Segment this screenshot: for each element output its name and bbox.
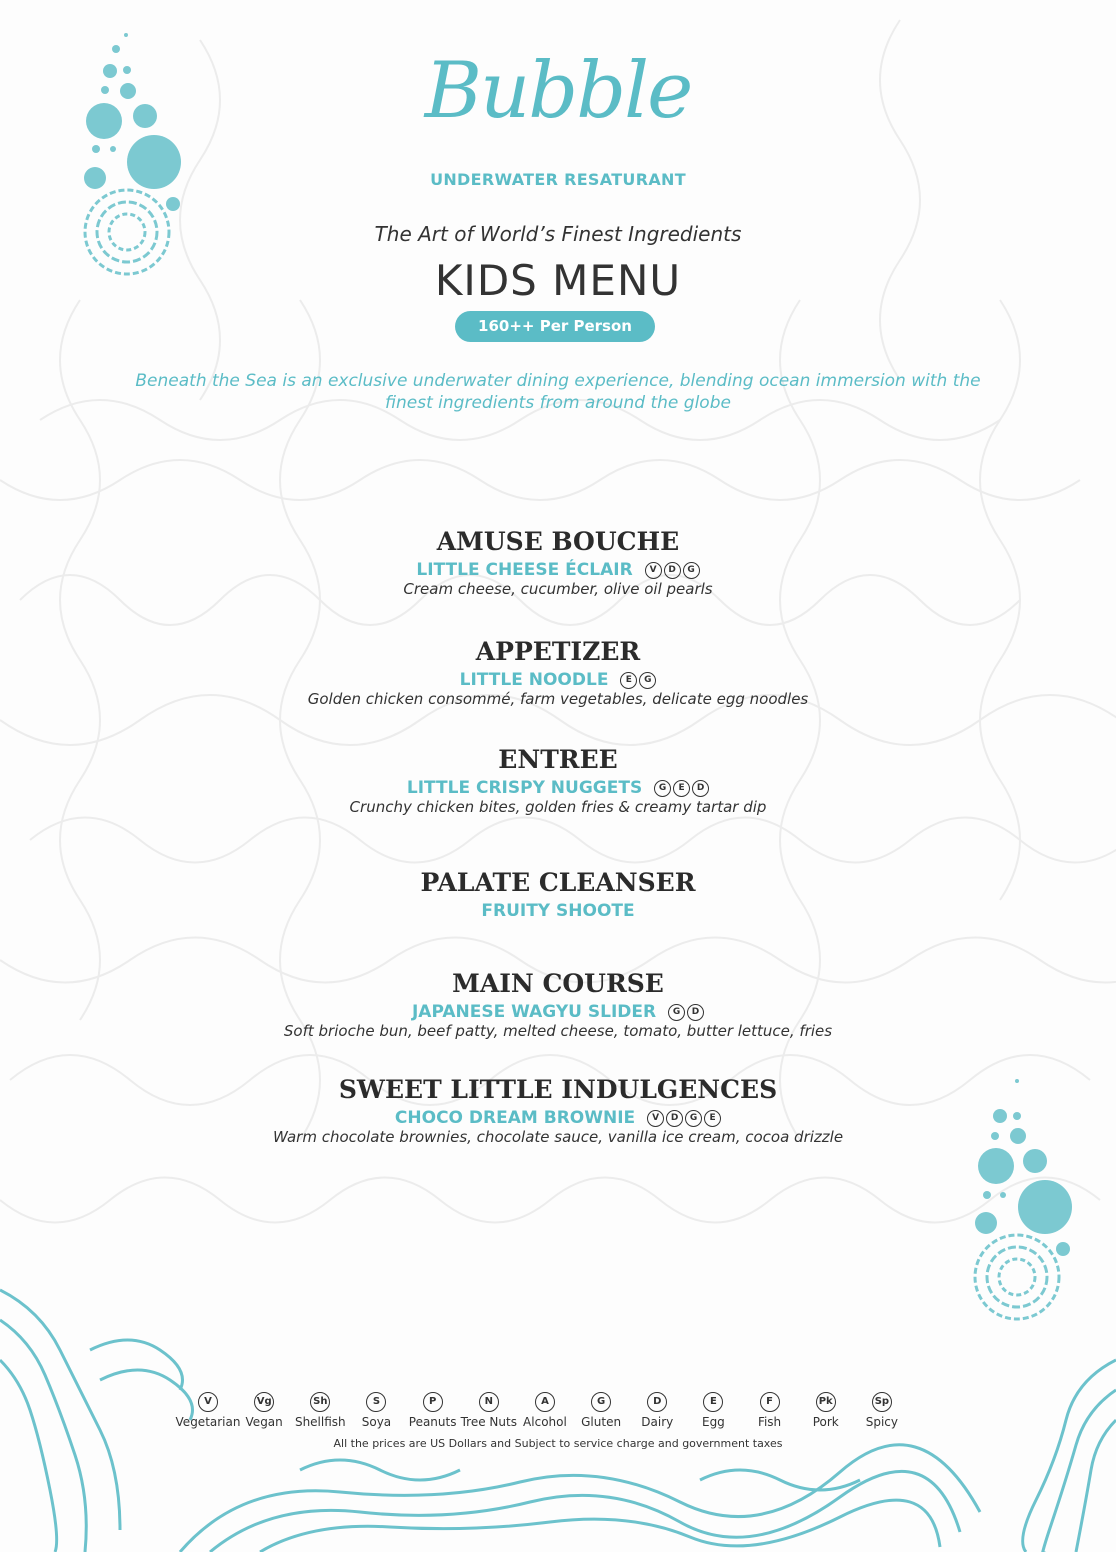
fish-icon: F [760, 1392, 780, 1412]
alcohol-icon: A [535, 1392, 555, 1412]
dish-description: Cream cheese, cucumber, olive oil pearls [403, 580, 713, 598]
legend-dairy [629, 1392, 685, 1429]
course-heading: AMUSE BOUCHE [436, 527, 680, 556]
course-palate-cleanser [0, 868, 1116, 921]
dish-line [0, 778, 1116, 798]
vegetarian-icon: V [645, 562, 662, 579]
legend-label: Spicy [865, 1415, 899, 1429]
legend-vegetarian [175, 1392, 241, 1429]
legend-gluten [573, 1392, 629, 1429]
brand-logo: Bubble [424, 46, 692, 136]
course-appetizer [0, 637, 1116, 708]
legend-shellfish [292, 1392, 348, 1429]
tree-nuts-icon: N [479, 1392, 499, 1412]
tagline: The Art of World’s Finest Ingredients [374, 222, 742, 246]
dish-name: LITTLE CHEESE ÉCLAIR [416, 560, 633, 580]
gluten-icon: G [654, 780, 671, 797]
dish-icons [643, 560, 700, 580]
price-footnote: All the prices are US Dollars and Subject to service charge and government taxes [333, 1437, 783, 1450]
dish-description: Crunchy chicken bites, golden fries & creamy tartar dip [349, 798, 767, 816]
dish-line [0, 560, 1116, 580]
legend-label: Vegetarian [175, 1415, 241, 1429]
dairy-icon: D [647, 1392, 667, 1412]
pork-icon: Pk [816, 1392, 836, 1412]
allergen-legend [175, 1392, 910, 1429]
price-badge: 160++ Per Person [455, 311, 655, 342]
legend-peanuts [405, 1392, 461, 1429]
dairy-icon: D [692, 780, 709, 797]
legend-label: Fish [757, 1415, 782, 1429]
legend-fish [742, 1392, 798, 1429]
legend-label: Shellfish [294, 1415, 346, 1429]
course-heading: SWEET LITTLE INDULGENCES [338, 1075, 778, 1104]
dish-icons [618, 670, 656, 690]
dish-line [0, 1002, 1116, 1022]
dish-description: Soft brioche bun, beef patty, melted cheese, tomato, butter lettuce, fries [283, 1022, 833, 1040]
legend-label: Gluten [581, 1415, 622, 1429]
intro-line-1: Beneath the Sea is an exclusive underwater dining experience, blending ocean immersion with the [135, 371, 981, 391]
gluten-icon: G [685, 1110, 702, 1127]
dairy-icon: D [664, 562, 681, 579]
course-heading: APPETIZER [475, 637, 641, 666]
egg-icon: E [620, 672, 637, 689]
dish-description: Golden chicken consommé, farm vegetables, delicate egg noodles [307, 690, 809, 708]
vegetarian-icon: V [198, 1392, 218, 1412]
course-heading: ENTREE [498, 745, 618, 774]
dish-icons [645, 1108, 721, 1128]
menu-title: KIDS MENU [434, 256, 682, 305]
dairy-icon: D [687, 1004, 704, 1021]
egg-icon: E [703, 1392, 723, 1412]
soya-icon: S [366, 1392, 386, 1412]
restaurant-subtitle: UNDERWATER RESATURANT [430, 170, 686, 189]
course-heading: MAIN COURSE [452, 969, 664, 998]
course-entree [0, 745, 1116, 816]
egg-icon: E [704, 1110, 721, 1127]
legend-label: Soya [361, 1415, 392, 1429]
gluten-icon: G [683, 562, 700, 579]
dish-name: JAPANESE WAGYU SLIDER [411, 1002, 657, 1022]
dish-line [0, 670, 1116, 690]
course-sweet-indulgences [0, 1075, 1116, 1146]
gluten-icon: G [591, 1392, 611, 1412]
legend-label: Peanuts [408, 1415, 457, 1429]
dish-line [0, 1108, 1116, 1128]
dish-name: LITTLE CRISPY NUGGETS [406, 778, 643, 798]
dish-icons [652, 778, 709, 798]
gluten-icon: G [668, 1004, 685, 1021]
vegan-icon: Vg [254, 1392, 274, 1412]
legend-label: Alcohol [523, 1415, 567, 1429]
spicy-icon: Sp [872, 1392, 892, 1412]
legend-spicy [854, 1392, 910, 1429]
course-heading: PALATE CLEANSER [420, 868, 696, 897]
legend-egg [685, 1392, 741, 1429]
dish-description: Warm chocolate brownies, chocolate sauce, vanilla ice cream, cocoa drizzle [272, 1128, 844, 1146]
legend-soya [348, 1392, 404, 1429]
egg-icon: E [673, 780, 690, 797]
legend-label: Vegan [245, 1415, 283, 1429]
dish-line [0, 901, 1116, 921]
legend-label: Pork [812, 1415, 839, 1429]
shellfish-icon: Sh [310, 1392, 330, 1412]
course-main-course [0, 969, 1116, 1040]
legend-alcohol [517, 1392, 573, 1429]
course-amuse-bouche [0, 527, 1116, 598]
legend-vegan [236, 1392, 292, 1429]
legend-tree-nuts [461, 1392, 517, 1429]
dish-icons [666, 1002, 704, 1022]
peanuts-icon: P [423, 1392, 443, 1412]
gluten-icon: G [639, 672, 656, 689]
dairy-icon: D [666, 1110, 683, 1127]
legend-label: Egg [701, 1415, 725, 1429]
vegetarian-icon: V [647, 1110, 664, 1127]
dish-name: LITTLE NOODLE [459, 670, 609, 690]
legend-pork [798, 1392, 854, 1429]
dish-name: FRUITY SHOOTE [481, 901, 635, 921]
intro-line-2: finest ingredients from around the globe [385, 393, 731, 413]
dish-name: CHOCO DREAM BROWNIE [394, 1108, 636, 1128]
legend-label: Dairy [641, 1415, 674, 1429]
intro-text [0, 370, 1116, 414]
legend-label: Tree Nuts [460, 1415, 517, 1429]
